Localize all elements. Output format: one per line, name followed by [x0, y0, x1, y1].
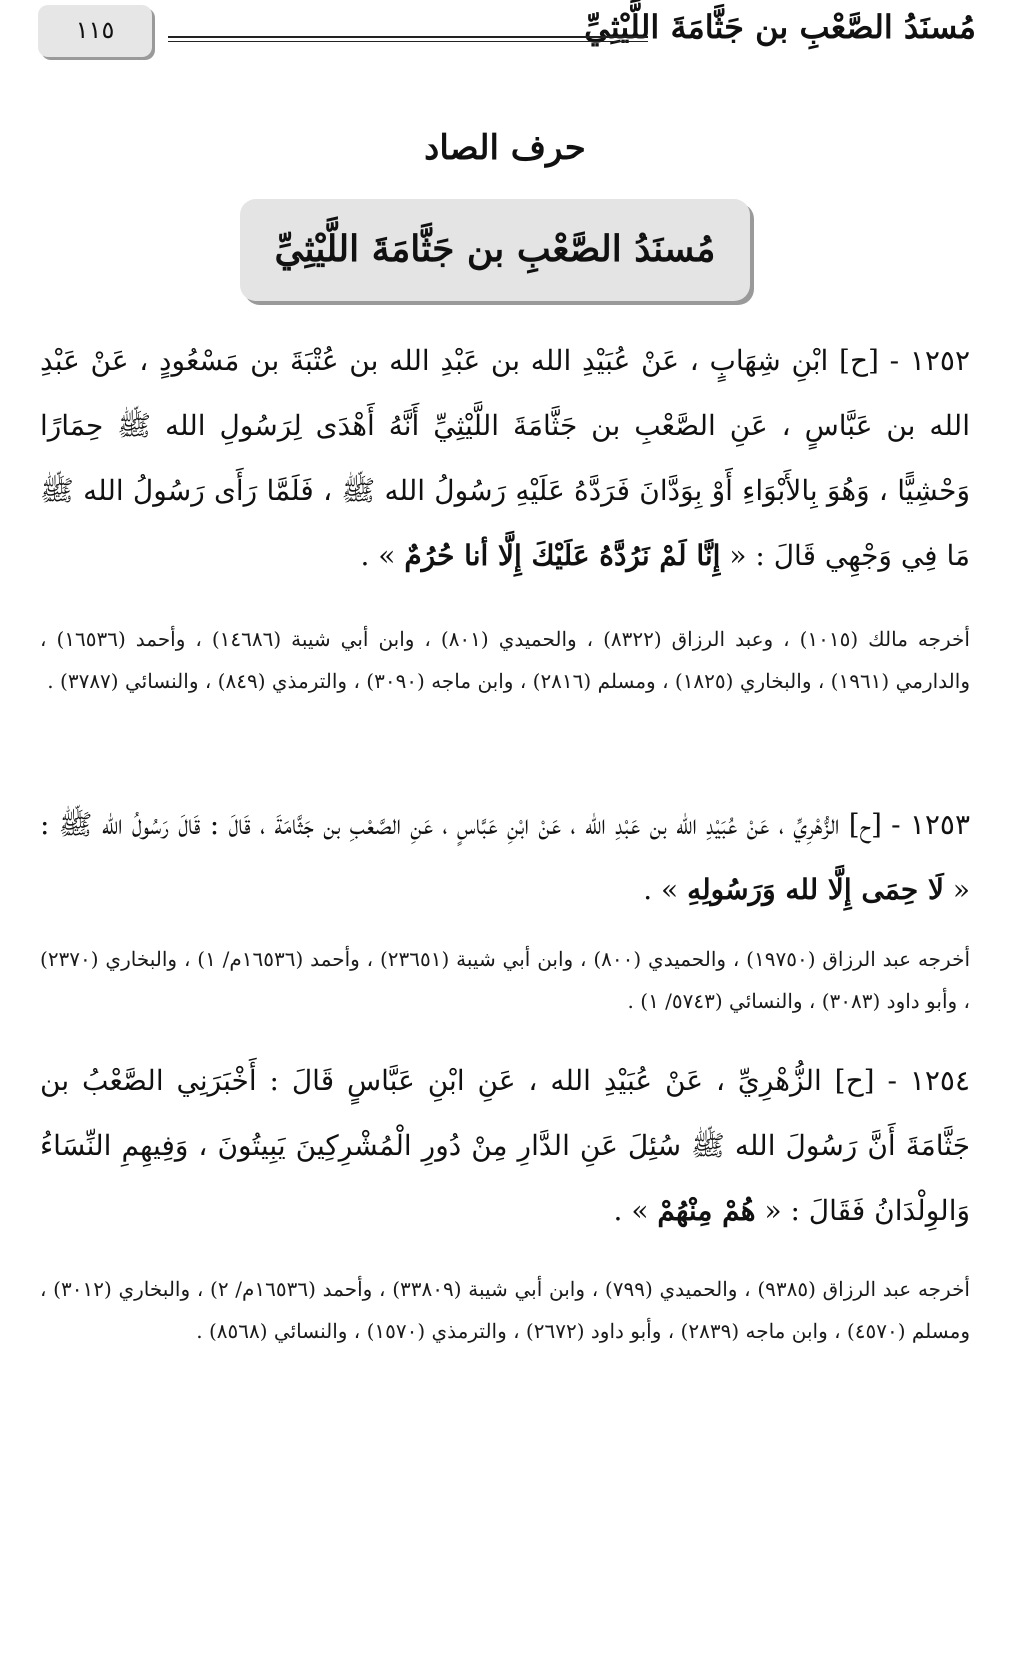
musnad-title: مُسنَدُ الصَّعْبِ بن جَثَّامَةَ اللَّيْثِيِّ	[274, 228, 716, 270]
running-header-title: مُسنَدُ الصَّعْبِ بن جَثَّامَةَ اللَّيْثِيِّ	[584, 8, 976, 46]
hadith-quote: لَا حِمَى إِلَّا لله وَرَسُولِهِ	[687, 873, 944, 906]
musnad-title-box	[240, 199, 750, 301]
hadith-block	[40, 1048, 970, 1243]
letter-heading: حرف الصاد	[424, 128, 586, 168]
page-number: ١١٥	[75, 16, 115, 44]
page-number-tab	[38, 5, 152, 57]
takhrij-note: أخرجه عبد الرزاق (١٩٧٥٠) ، والحميدي (٨٠٠) ، وابن أبي شيبة (٢٣٦٥١) ، وأحمد (١٦٥٣٦م/ ١) ، والبخاري (٢٣٧٠) ، وأبو داود (٣٠٨٣) ، والنسائي (٥٧٤٣/ ١) .	[40, 947, 971, 1013]
hadith-block	[40, 328, 970, 588]
hadith-quote: إِنَّا لَمْ نَرُدَّهُ عَلَيْكَ إِلَّا أنا حُرُمٌ	[404, 539, 721, 572]
hadith-block	[40, 792, 970, 922]
hadith-number: ١٢٥٢ -	[889, 344, 970, 377]
hadith-quote: هُمْ مِنْهُمْ	[657, 1194, 756, 1227]
header-rule	[168, 36, 648, 42]
hadith-text: [ح] الزُّهْرِيِّ ، عَنْ عُبَيْدِ الله ، عَنِ ابْنِ عَبَّاسٍ قَالَ : أَخْبَرَنِي الصَّعْبُ بن جَثَّامَةَ أَنَّ رَسُولَ الله ﷺ سُئِلَ عَنِ الدَّارِ مِنْ دُورِ الْمُشْرِكِينَ يَبِيتُونَ ، وَفِيهِمِ النِّسَاءُ وَالوِلْدَانُ فَقَالَ : «	[40, 1064, 970, 1227]
takhrij-note: أخرجه عبد الرزاق (٩٣٨٥) ، والحميدي (٧٩٩) ، وابن أبي شيبة (٣٣٨٠٩) ، وأحمد (١٦٥٣٦م/ ٢) ، والبخاري (٣٠١٢) ، ومسلم (٤٥٧٠) ، وابن ماجه (٢٨٣٩) ، وأبو داود (٢٦٧٢) ، والترمذي (١٥٧٠) ، والنسائي (٨٥٦٨) .	[40, 1277, 970, 1343]
takhrij-note: أخرجه مالك (١٠١٥) ، وعبد الرزاق (٨٣٢٢) ، والحميدي (٨٠١) ، وابن أبي شيبة (١٤٦٨٦) ، وأحمد (١٦٥٣٦) ، والدارمي (١٩٦١) ، والبخاري (١٨٢٥) ، ومسلم (٢٨١٦) ، وابن ماجه (٣٠٩٠) ، والترمذي (٨٤٩) ، والنسائي (٣٧٨٧) .	[40, 627, 970, 693]
hadith-text: [ح] الزُّهْرِيِّ ، عَنْ عُبَيْدِ الله بن عَبْدِ الله ، عَنْ ابْنِ عَبَّاسٍ ، عَنِ الصَّعْبِ بن جَثَّامَةَ ، قَالَ : قَالَ رَسُولُ الله ﷺ : «	[40, 808, 970, 906]
hadith-end: » .	[360, 539, 396, 572]
hadith-number: ١٢٥٣ -	[891, 808, 970, 841]
hadith-end: » .	[613, 1194, 649, 1227]
hadith-text: [ح] ابْنِ شِهَابٍ ، عَنْ عُبَيْدِ الله بن عَبْدِ الله بن عُتْبَةَ بن مَسْعُودٍ ، عَنْ عَبْدِ الله بن عَبَّاسٍ ، عَنِ الصَّعْبِ بن جَثَّامَةَ اللَّيْثِيِّ أَنَّهُ أَهْدَى لِرَسُولِ الله ﷺ حِمَارًا وَحْشِيًّا ، وَهُوَ بِالأَبْوَاءِ أَوْ بِوَدَّانَ فَرَدَّهُ عَلَيْهِ رَسُولُ الله ﷺ ، فَلَمَّا رَأَى رَسُولُ الله ﷺ مَا فِي وَجْهِي قَالَ : «	[40, 344, 970, 572]
hadith-end: » .	[643, 873, 679, 906]
hadith-number: ١٢٥٤ -	[887, 1064, 970, 1097]
